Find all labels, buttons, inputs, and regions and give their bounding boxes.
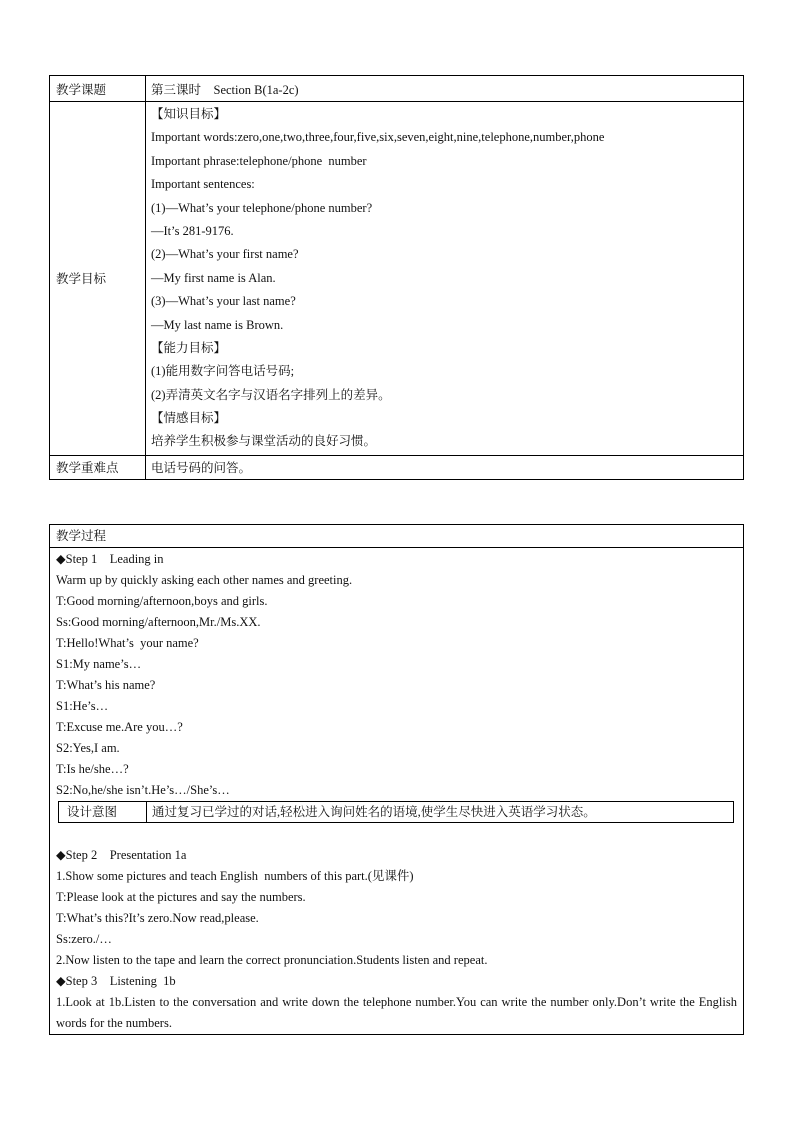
step1-line: T:Hello!What’s your name? bbox=[56, 636, 199, 650]
teaching-process-table bbox=[49, 524, 744, 1035]
goals-line: —My last name is Brown. bbox=[151, 317, 284, 332]
step2-line: T:What’s this?It’s zero.Now read,please. bbox=[56, 911, 259, 925]
topic-row bbox=[50, 76, 743, 102]
goals-line: 培养学生积极参与课堂活动的良好习惯。 bbox=[151, 434, 377, 449]
step1-line: T:What’s his name? bbox=[56, 678, 156, 692]
step1-line: T:Excuse me.Are you…? bbox=[56, 720, 183, 734]
step3-paragraph: 1.Look at 1b.Listen to the conversation and write down the telephone number.You can write the number only.Don’t write the English words for the numbers. bbox=[56, 995, 737, 1030]
step2-line: 2.Now listen to the tape and learn the correct pronunciation.Students listen and repeat. bbox=[56, 953, 488, 967]
course-info-table bbox=[49, 75, 744, 480]
step2-line: Ss:zero./… bbox=[56, 932, 112, 946]
difficulty-row bbox=[50, 456, 743, 479]
design-intent-value: 通过复习已学过的对话,轻松进入询问姓名的语境,使学生尽快进入英语学习状态。 bbox=[152, 805, 596, 819]
goals-line: Important words:zero,one,two,three,four,five,six,seven,eight,nine,telephone,number,phone bbox=[151, 130, 605, 145]
process-body bbox=[50, 548, 743, 1034]
design-intent-label: 设计意图 bbox=[59, 802, 147, 822]
step1-line: S2:No,he/she isn’t.He’s…/She’s… bbox=[56, 783, 230, 797]
difficulty-value: 电话号码的问答。 bbox=[151, 461, 252, 476]
goals-line: —It’s 281-9176. bbox=[151, 223, 234, 238]
goals-row bbox=[50, 102, 743, 456]
topic-value: 第三课时 Section B(1a-2c) bbox=[151, 82, 299, 97]
goals-line: Important sentences: bbox=[151, 177, 255, 192]
step1-line: S1:My name’s… bbox=[56, 657, 142, 671]
step2-heading: ◆Step 2 Presentation 1a bbox=[56, 848, 187, 862]
step1-line: T:Is he/she…? bbox=[56, 762, 129, 776]
goals-line: (1)能用数字问答电话号码; bbox=[151, 364, 295, 379]
goals-content bbox=[146, 102, 743, 455]
goals-line: (1)—What’s your telephone/phone number? bbox=[151, 200, 373, 215]
step1-line: S1:He’s… bbox=[56, 699, 109, 713]
topic-label: 教学课题 bbox=[50, 76, 146, 101]
goals-line: 【情感目标】 bbox=[151, 411, 227, 426]
step2-line: T:Please look at the pictures and say the numbers. bbox=[56, 890, 306, 904]
process-title: 教学过程 bbox=[50, 525, 743, 548]
goals-line: —My first name is Alan. bbox=[151, 270, 276, 285]
step1-line: T:Good morning/afternoon,boys and girls. bbox=[56, 594, 268, 608]
step1-line: Ss:Good morning/afternoon,Mr./Ms.XX. bbox=[56, 615, 261, 629]
step2-line: 1.Show some pictures and teach English numbers of this part.(见课件) bbox=[56, 869, 414, 883]
spacer bbox=[56, 823, 737, 845]
step1-line: S2:Yes,I am. bbox=[56, 741, 120, 755]
step3-heading: ◆Step 3 Listening 1b bbox=[56, 974, 176, 988]
goals-line: Important phrase:telephone/phone number bbox=[151, 153, 367, 168]
goals-label: 教学目标 bbox=[50, 102, 146, 455]
goals-line: (3)—What’s your last name? bbox=[151, 294, 296, 309]
goals-line: 【能力目标】 bbox=[151, 340, 227, 355]
goals-line: (2)—What’s your first name? bbox=[151, 247, 299, 262]
step1-line: Warm up by quickly asking each other names and greeting. bbox=[56, 573, 353, 587]
difficulty-label: 教学重难点 bbox=[50, 456, 146, 479]
design-intent-box bbox=[58, 801, 734, 823]
step1-heading: ◆Step 1 Leading in bbox=[56, 552, 164, 566]
goals-line: (2)弄清英文名字与汉语名字排列上的差异。 bbox=[151, 387, 391, 402]
goals-line: 【知识目标】 bbox=[151, 107, 227, 121]
